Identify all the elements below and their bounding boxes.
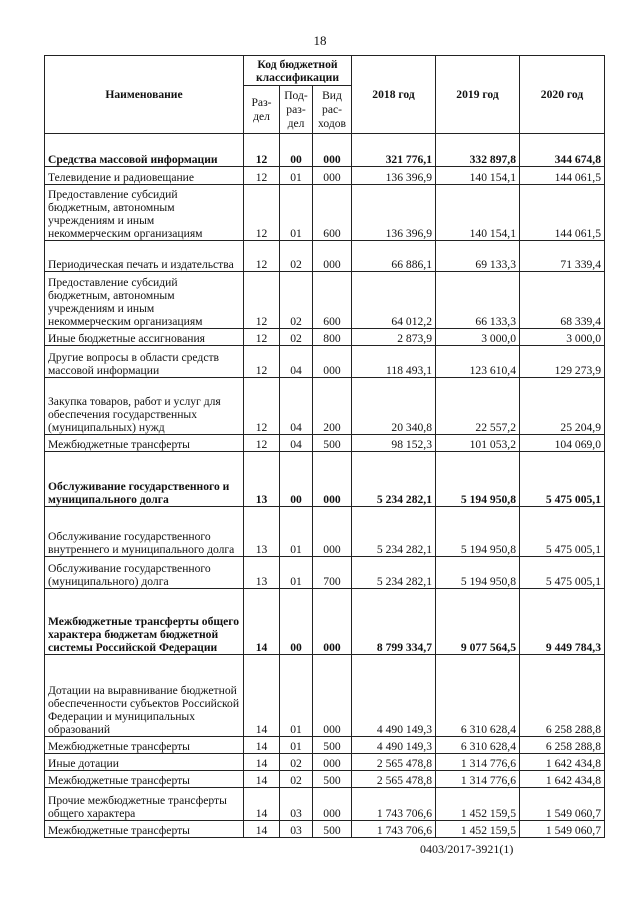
table-row: [45, 452, 605, 507]
row-vid-rashodov: 600: [313, 272, 352, 329]
row-razdel: 12: [244, 134, 280, 167]
row-vid-rashodov: 500: [313, 771, 352, 788]
row-vid-rashodov: 700: [313, 557, 352, 589]
row-name: Межбюджетные трансферты: [45, 737, 244, 754]
table-row: [45, 507, 605, 557]
row-vid-rashodov: 000: [313, 507, 352, 557]
row-value-2020: 344 674,8: [520, 134, 605, 167]
row-value-2018: 64 012,2: [352, 272, 436, 329]
table-row: [45, 557, 605, 589]
row-razdel: 13: [244, 557, 280, 589]
row-podrazdel: 01: [280, 557, 313, 589]
row-podrazdel: 02: [280, 272, 313, 329]
document-code: 0403/2017-3921(1): [420, 842, 514, 856]
row-podrazdel: 03: [280, 788, 313, 821]
row-podrazdel: 03: [280, 821, 313, 838]
table-row: [45, 788, 605, 821]
header-razdel: Раз- дел: [244, 86, 280, 134]
row-razdel: 14: [244, 788, 280, 821]
row-podrazdel: 00: [280, 134, 313, 167]
header-podrazdel: Под- раз- дел: [280, 86, 313, 134]
row-vid-rashodov: 000: [313, 346, 352, 378]
row-value-2020: 3 000,0: [520, 329, 605, 346]
row-name: Периодическая печать и издательства: [45, 241, 244, 272]
header-2019: 2019 год: [436, 56, 520, 134]
table-row: [45, 655, 605, 737]
row-value-2018: 1 743 706,6: [352, 821, 436, 838]
table-body: [45, 134, 605, 838]
table-row: [45, 346, 605, 378]
row-vid-rashodov: 000: [313, 655, 352, 737]
row-razdel: 13: [244, 452, 280, 507]
row-podrazdel: 01: [280, 507, 313, 557]
row-value-2019: 1 452 159,5: [436, 788, 520, 821]
table-row: [45, 134, 605, 167]
table-row: [45, 435, 605, 452]
header-vid-rashodov: Вид рас- ходов: [313, 86, 352, 134]
row-razdel: 14: [244, 589, 280, 655]
row-vid-rashodov: 000: [313, 134, 352, 167]
row-value-2018: 2 565 478,8: [352, 771, 436, 788]
row-razdel: 12: [244, 272, 280, 329]
row-name: Межбюджетные трансферты: [45, 771, 244, 788]
row-vid-rashodov: 000: [313, 167, 352, 185]
row-podrazdel: 00: [280, 589, 313, 655]
table-row: [45, 771, 605, 788]
header-name: Наименование: [45, 56, 244, 134]
row-value-2018: 5 234 282,1: [352, 452, 436, 507]
row-name: Межбюджетные трансферты общего характера бюджетам бюджетной системы Российской Федерации: [45, 589, 244, 655]
row-name: Другие вопросы в области средств массовой информации: [45, 346, 244, 378]
row-value-2019: 3 000,0: [436, 329, 520, 346]
row-value-2019: 123 610,4: [436, 346, 520, 378]
row-name: Иные дотации: [45, 754, 244, 771]
row-value-2020: 1 642 434,8: [520, 754, 605, 771]
table-row: [45, 589, 605, 655]
row-value-2018: 66 886,1: [352, 241, 436, 272]
row-value-2020: 9 449 784,3: [520, 589, 605, 655]
row-name: Иные бюджетные ассигнования: [45, 329, 244, 346]
table-row: [45, 185, 605, 241]
row-value-2019: 69 133,3: [436, 241, 520, 272]
row-vid-rashodov: 000: [313, 589, 352, 655]
row-podrazdel: 02: [280, 241, 313, 272]
row-name: Закупка товаров, работ и услуг для обеспечения государственных (муниципальных) нужд: [45, 378, 244, 435]
budget-table: [44, 55, 605, 838]
row-value-2019: 332 897,8: [436, 134, 520, 167]
row-podrazdel: 04: [280, 435, 313, 452]
row-value-2019: 6 310 628,4: [436, 737, 520, 754]
row-name: Межбюджетные трансферты: [45, 435, 244, 452]
row-name: Обслуживание государственного внутреннего и муниципального долга: [45, 507, 244, 557]
row-razdel: 12: [244, 435, 280, 452]
row-value-2020: 5 475 005,1: [520, 557, 605, 589]
row-value-2018: 8 799 334,7: [352, 589, 436, 655]
row-value-2018: 4 490 149,3: [352, 655, 436, 737]
row-podrazdel: 04: [280, 346, 313, 378]
header-2020: 2020 год: [520, 56, 605, 134]
row-razdel: 12: [244, 346, 280, 378]
row-razdel: 14: [244, 771, 280, 788]
row-value-2019: 5 194 950,8: [436, 507, 520, 557]
row-razdel: 14: [244, 655, 280, 737]
row-value-2019: 5 194 950,8: [436, 452, 520, 507]
row-value-2019: 101 053,2: [436, 435, 520, 452]
row-value-2020: 129 273,9: [520, 346, 605, 378]
row-podrazdel: 02: [280, 754, 313, 771]
header-2018: 2018 год: [352, 56, 436, 134]
row-value-2018: 136 396,9: [352, 167, 436, 185]
row-value-2019: 9 077 564,5: [436, 589, 520, 655]
row-value-2018: 98 152,3: [352, 435, 436, 452]
row-podrazdel: 01: [280, 185, 313, 241]
row-podrazdel: 04: [280, 378, 313, 435]
row-razdel: 13: [244, 507, 280, 557]
row-podrazdel: 02: [280, 329, 313, 346]
row-vid-rashodov: 000: [313, 788, 352, 821]
row-value-2020: 71 339,4: [520, 241, 605, 272]
row-value-2019: 5 194 950,8: [436, 557, 520, 589]
row-razdel: 14: [244, 737, 280, 754]
row-vid-rashodov: 500: [313, 821, 352, 838]
row-value-2018: 1 743 706,6: [352, 788, 436, 821]
row-razdel: 14: [244, 754, 280, 771]
row-podrazdel: 02: [280, 771, 313, 788]
row-value-2018: 4 490 149,3: [352, 737, 436, 754]
table-row: [45, 378, 605, 435]
row-podrazdel: 01: [280, 167, 313, 185]
row-value-2018: 118 493,1: [352, 346, 436, 378]
row-name: Средства массовой информации: [45, 134, 244, 167]
row-value-2019: 1 314 776,6: [436, 771, 520, 788]
row-razdel: 14: [244, 821, 280, 838]
row-value-2020: 68 339,4: [520, 272, 605, 329]
row-value-2020: 1 642 434,8: [520, 771, 605, 788]
row-vid-rashodov: 200: [313, 378, 352, 435]
page-number: 18: [313, 33, 327, 48]
row-value-2020: 1 549 060,7: [520, 788, 605, 821]
row-name: Обслуживание государственного и муниципального долга: [45, 452, 244, 507]
row-razdel: 12: [244, 378, 280, 435]
row-value-2020: 6 258 288,8: [520, 655, 605, 737]
row-razdel: 12: [244, 167, 280, 185]
row-value-2020: 144 061,5: [520, 167, 605, 185]
row-value-2019: 1 314 776,6: [436, 754, 520, 771]
table-row: [45, 754, 605, 771]
row-vid-rashodov: 600: [313, 185, 352, 241]
table-row: [45, 737, 605, 754]
row-value-2019: 66 133,3: [436, 272, 520, 329]
row-vid-rashodov: 500: [313, 737, 352, 754]
row-name: Межбюджетные трансферты: [45, 821, 244, 838]
row-razdel: 12: [244, 329, 280, 346]
row-razdel: 12: [244, 185, 280, 241]
row-value-2020: 104 069,0: [520, 435, 605, 452]
row-name: Обслуживание государственного (муниципального) долга: [45, 557, 244, 589]
row-name: Прочие межбюджетные трансферты общего характера: [45, 788, 244, 821]
row-name: Телевидение и радиовещание: [45, 167, 244, 185]
table-row: [45, 241, 605, 272]
row-value-2018: 5 234 282,1: [352, 557, 436, 589]
row-vid-rashodov: 000: [313, 241, 352, 272]
row-value-2019: 6 310 628,4: [436, 655, 520, 737]
row-value-2020: 25 204,9: [520, 378, 605, 435]
row-name: Предоставление субсидий бюджетным, автономным учреждениям и иным некоммерческим организациям: [45, 272, 244, 329]
row-value-2018: 2 565 478,8: [352, 754, 436, 771]
row-value-2020: 6 258 288,8: [520, 737, 605, 754]
row-vid-rashodov: 000: [313, 754, 352, 771]
header-code-group: Код бюджетной классификации: [244, 56, 352, 86]
row-value-2019: 22 557,2: [436, 378, 520, 435]
table-row: [45, 272, 605, 329]
row-value-2020: 1 549 060,7: [520, 821, 605, 838]
row-value-2020: 5 475 005,1: [520, 452, 605, 507]
row-value-2018: 2 873,9: [352, 329, 436, 346]
row-vid-rashodov: 800: [313, 329, 352, 346]
row-name: Предоставление субсидий бюджетным, автономным учреждениям и иным некоммерческим организациям: [45, 185, 244, 241]
row-podrazdel: 01: [280, 737, 313, 754]
row-name: Дотации на выравнивание бюджетной обеспеченности субъектов Российской Федерации и муниципальных образований: [45, 655, 244, 737]
row-value-2018: 136 396,9: [352, 185, 436, 241]
row-value-2018: 321 776,1: [352, 134, 436, 167]
row-value-2019: 140 154,1: [436, 185, 520, 241]
row-value-2019: 1 452 159,5: [436, 821, 520, 838]
row-podrazdel: 00: [280, 452, 313, 507]
row-value-2018: 20 340,8: [352, 378, 436, 435]
table-row: [45, 329, 605, 346]
row-value-2020: 144 061,5: [520, 185, 605, 241]
row-razdel: 12: [244, 241, 280, 272]
table-row: [45, 821, 605, 838]
table-row: [45, 167, 605, 185]
row-value-2018: 5 234 282,1: [352, 507, 436, 557]
row-podrazdel: 01: [280, 655, 313, 737]
row-value-2020: 5 475 005,1: [520, 507, 605, 557]
row-vid-rashodov: 000: [313, 452, 352, 507]
row-vid-rashodov: 500: [313, 435, 352, 452]
row-value-2019: 140 154,1: [436, 167, 520, 185]
